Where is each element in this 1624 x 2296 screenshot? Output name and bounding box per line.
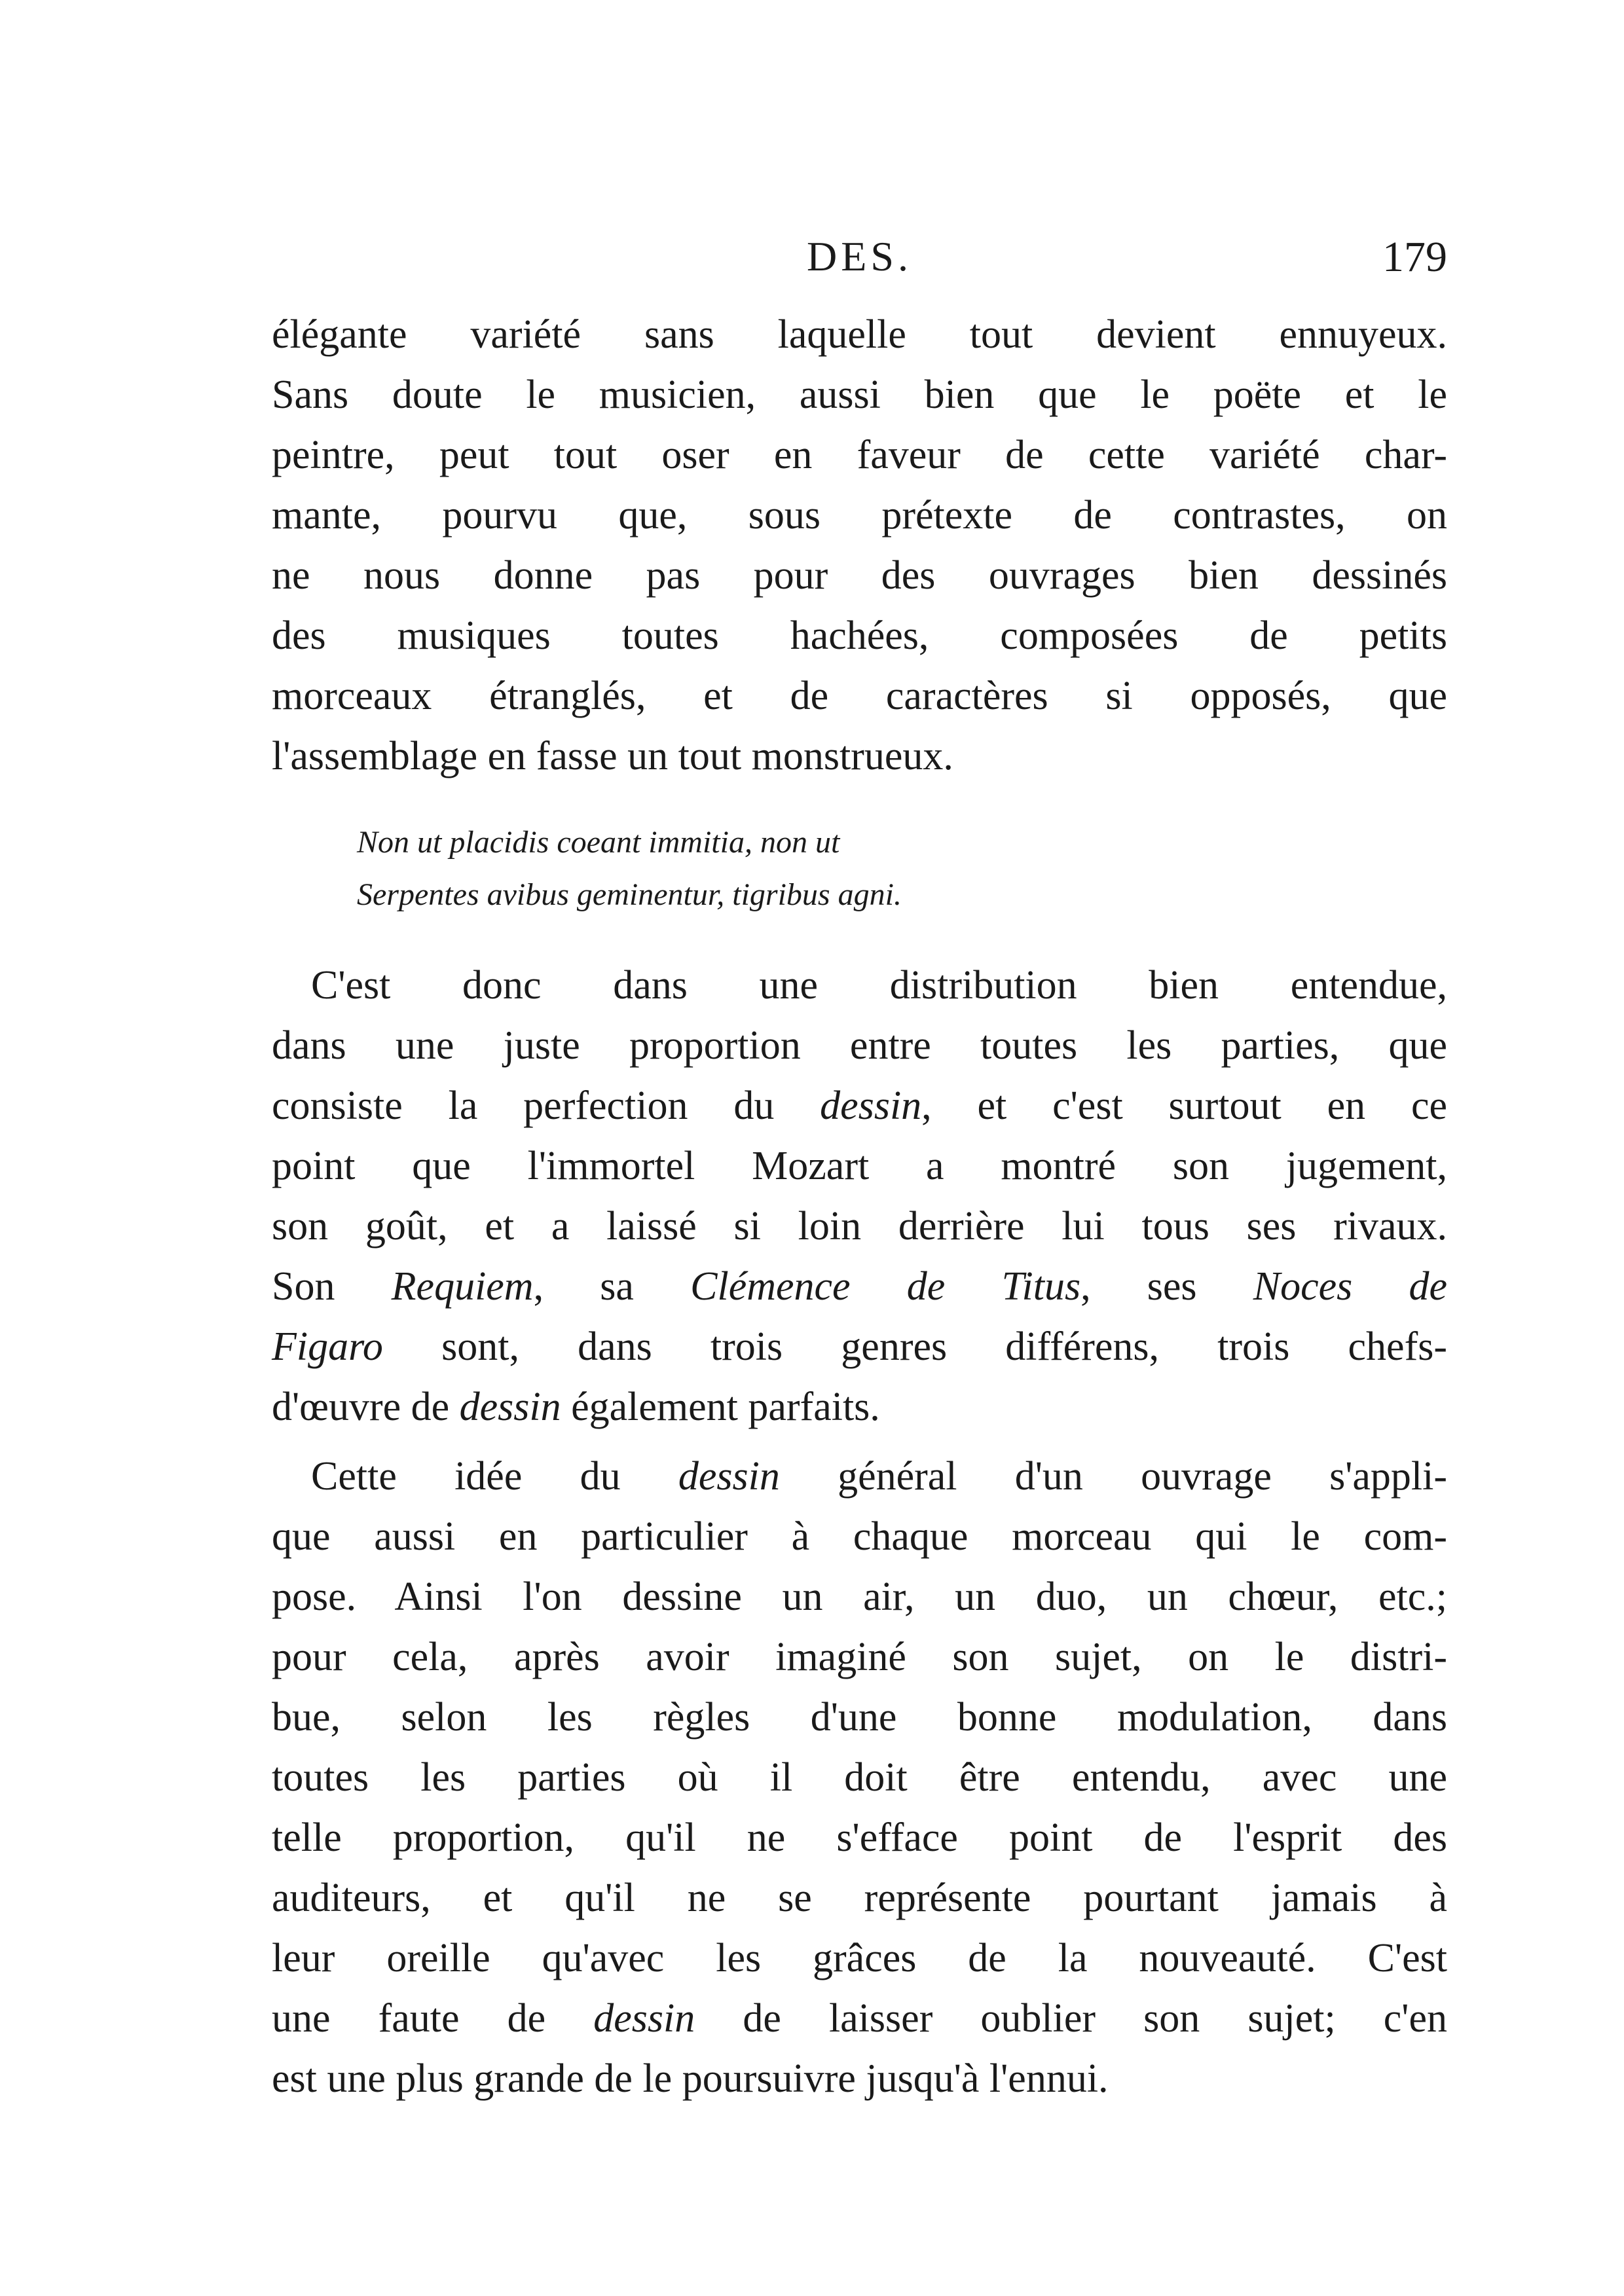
text-run: également parfaits. [561, 1385, 880, 1429]
text-line: bue, selon les règles d'une bonne modulation, dans [272, 1695, 1447, 1740]
text-run: , et c'est surtout en ce [921, 1084, 1447, 1128]
text-line: toutes les parties où il doit être entendu, avec une [272, 1755, 1447, 1800]
emphasis: dessin [820, 1084, 922, 1128]
text-line [272, 1446, 1447, 1506]
text-line: morceaux étranglés, et de caractères si opposés, que [272, 674, 1447, 718]
paragraph-3 [272, 1446, 1447, 2109]
text-line: élégante variété sans laquelle tout devient ennuyeux. [272, 312, 1447, 357]
text-line: ne nous donne pas pour des ouvrages bien dessinés [272, 553, 1447, 598]
text-line: que aussi en particulier à chaque morceau qui le com- [272, 1514, 1447, 1559]
body-text [272, 304, 1447, 2109]
latin-quotation [272, 816, 1447, 921]
text-run: Son [272, 1264, 392, 1309]
page-header [272, 232, 1447, 291]
text-line [272, 1256, 1447, 1317]
text-line: leur oreille qu'avec les grâces de la nouveauté. C'est [272, 1936, 1447, 1980]
running-head: DES. [807, 233, 912, 280]
page-number: 179 [1382, 233, 1447, 281]
text-line: des musiques toutes hachées, composées de petits [272, 613, 1447, 658]
emphasis: dessin [678, 1454, 780, 1499]
text-line: peintre, peut tout oser en faveur de cette variété char- [272, 433, 1447, 477]
text-run: consiste la perfection du [272, 1084, 821, 1128]
text-line: son goût, et a laissé si loin derrière lui tous ses rivaux. [272, 1204, 1447, 1248]
text-line [272, 1076, 1447, 1136]
text-line [272, 1377, 1447, 1437]
text-run: Cette idée du [311, 1454, 678, 1499]
emphasis: dessin [593, 1996, 695, 2041]
text-line: l'assemblage en fasse un tout monstrueux. [272, 734, 953, 778]
text-line: auditeurs, et qu'il ne se représente pourtant jamais à [272, 1876, 1447, 1920]
text-line: dans une juste proportion entre toutes les parties, que [272, 1023, 1447, 1068]
text-line: C'est donc dans une distribution bien entendue, [311, 963, 1447, 1008]
text-line [272, 1317, 1447, 1377]
paragraph-2 [272, 955, 1447, 1437]
text-run: d'œuvre de [272, 1385, 460, 1429]
emphasis: dessin [459, 1385, 561, 1429]
text-run: , sa [533, 1264, 691, 1309]
text-line [272, 1988, 1447, 2049]
paragraph-gap [272, 1437, 1447, 1446]
text-line: Sans doute le musicien, aussi bien que le poëte et le [272, 373, 1447, 417]
text-line: est une plus grande de le poursuivre jusqu'à l'ennui. [272, 2056, 1109, 2101]
emphasis: Noces de [1253, 1264, 1447, 1309]
quote-line: Non ut placidis coeant immitia, non ut [357, 825, 840, 860]
paragraph-1 [272, 304, 1447, 786]
text-line: pose. Ainsi l'on dessine un air, un duo, un chœur, etc.; [272, 1575, 1447, 1619]
text-run: , ses [1080, 1264, 1253, 1309]
text-line: telle proportion, qu'il ne s'efface point de l'esprit des [272, 1815, 1447, 1860]
emphasis: Requiem [391, 1264, 534, 1309]
text-run: général d'un ouvrage s'appli- [779, 1454, 1447, 1499]
text-run: de laisser oublier son sujet; c'en [695, 1996, 1447, 2041]
text-line: point que l'immortel Mozart a montré son jugement, [272, 1144, 1447, 1188]
text-run: une faute de [272, 1996, 594, 2041]
emphasis: Figaro [272, 1324, 383, 1369]
text-line: pour cela, après avoir imaginé son sujet, on le distri- [272, 1635, 1447, 1679]
emphasis: Clémence de Titus [690, 1264, 1081, 1309]
text-line: mante, pourvu que, sous prétexte de contrastes, on [272, 493, 1447, 538]
quote-line: Serpentes avibus geminentur, tigribus agni. [357, 877, 902, 912]
text-run: sont, dans trois genres différens, trois chefs- [382, 1324, 1447, 1369]
